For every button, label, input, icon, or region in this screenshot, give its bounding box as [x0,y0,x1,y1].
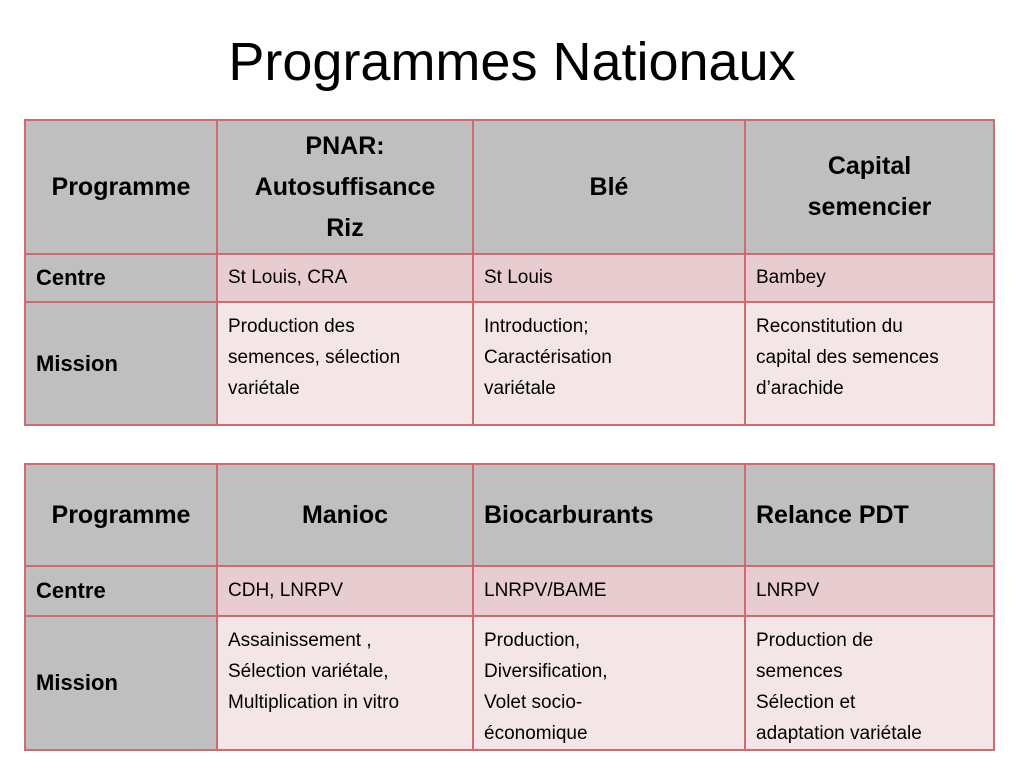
centre-cell: LNRPV/BAME [473,566,745,616]
mission-label: Mission [25,616,217,750]
centre-cell: St Louis [473,254,745,302]
programmes-table-1 [24,119,995,426]
mission-cell: Production des semences, sélection variétale [217,302,473,425]
mission-cell: Assainissement , Sélection variétale, Multiplication in vitro [217,616,473,750]
header-row [25,464,994,566]
mission-row [25,616,994,750]
mission-cell: Reconstitution du capital des semences d’arachide [745,302,994,425]
centre-cell: CDH, LNRPV [217,566,473,616]
header-program-pnar: PNAR: Autosuffisance Riz [217,120,473,254]
centre-label: Centre [25,566,217,616]
mission-cell: Introduction; Caractérisation variétale [473,302,745,425]
header-programme-label: Programme [25,464,217,566]
header-programme-label: Programme [25,120,217,254]
centre-cell: LNRPV [745,566,994,616]
centre-cell: St Louis, CRA [217,254,473,302]
header-row [25,120,994,254]
header-program-biocarburants: Biocarburants [473,464,745,566]
mission-row [25,302,994,425]
mission-label: Mission [25,302,217,425]
centre-row [25,566,994,616]
centre-row [25,254,994,302]
mission-cell: Production, Diversification, Volet socio- économique [473,616,745,750]
header-program-relance-pdt: Relance PDT [745,464,994,566]
header-program-ble: Blé [473,120,745,254]
centre-cell: Bambey [745,254,994,302]
programmes-table-2 [24,463,995,751]
slide-title: Programmes Nationaux [228,32,796,92]
centre-label: Centre [25,254,217,302]
header-program-capital-semencier: Capital semencier [745,120,994,254]
mission-cell: Production de semences Sélection et adaptation variétale [745,616,994,750]
header-program-manioc: Manioc [217,464,473,566]
